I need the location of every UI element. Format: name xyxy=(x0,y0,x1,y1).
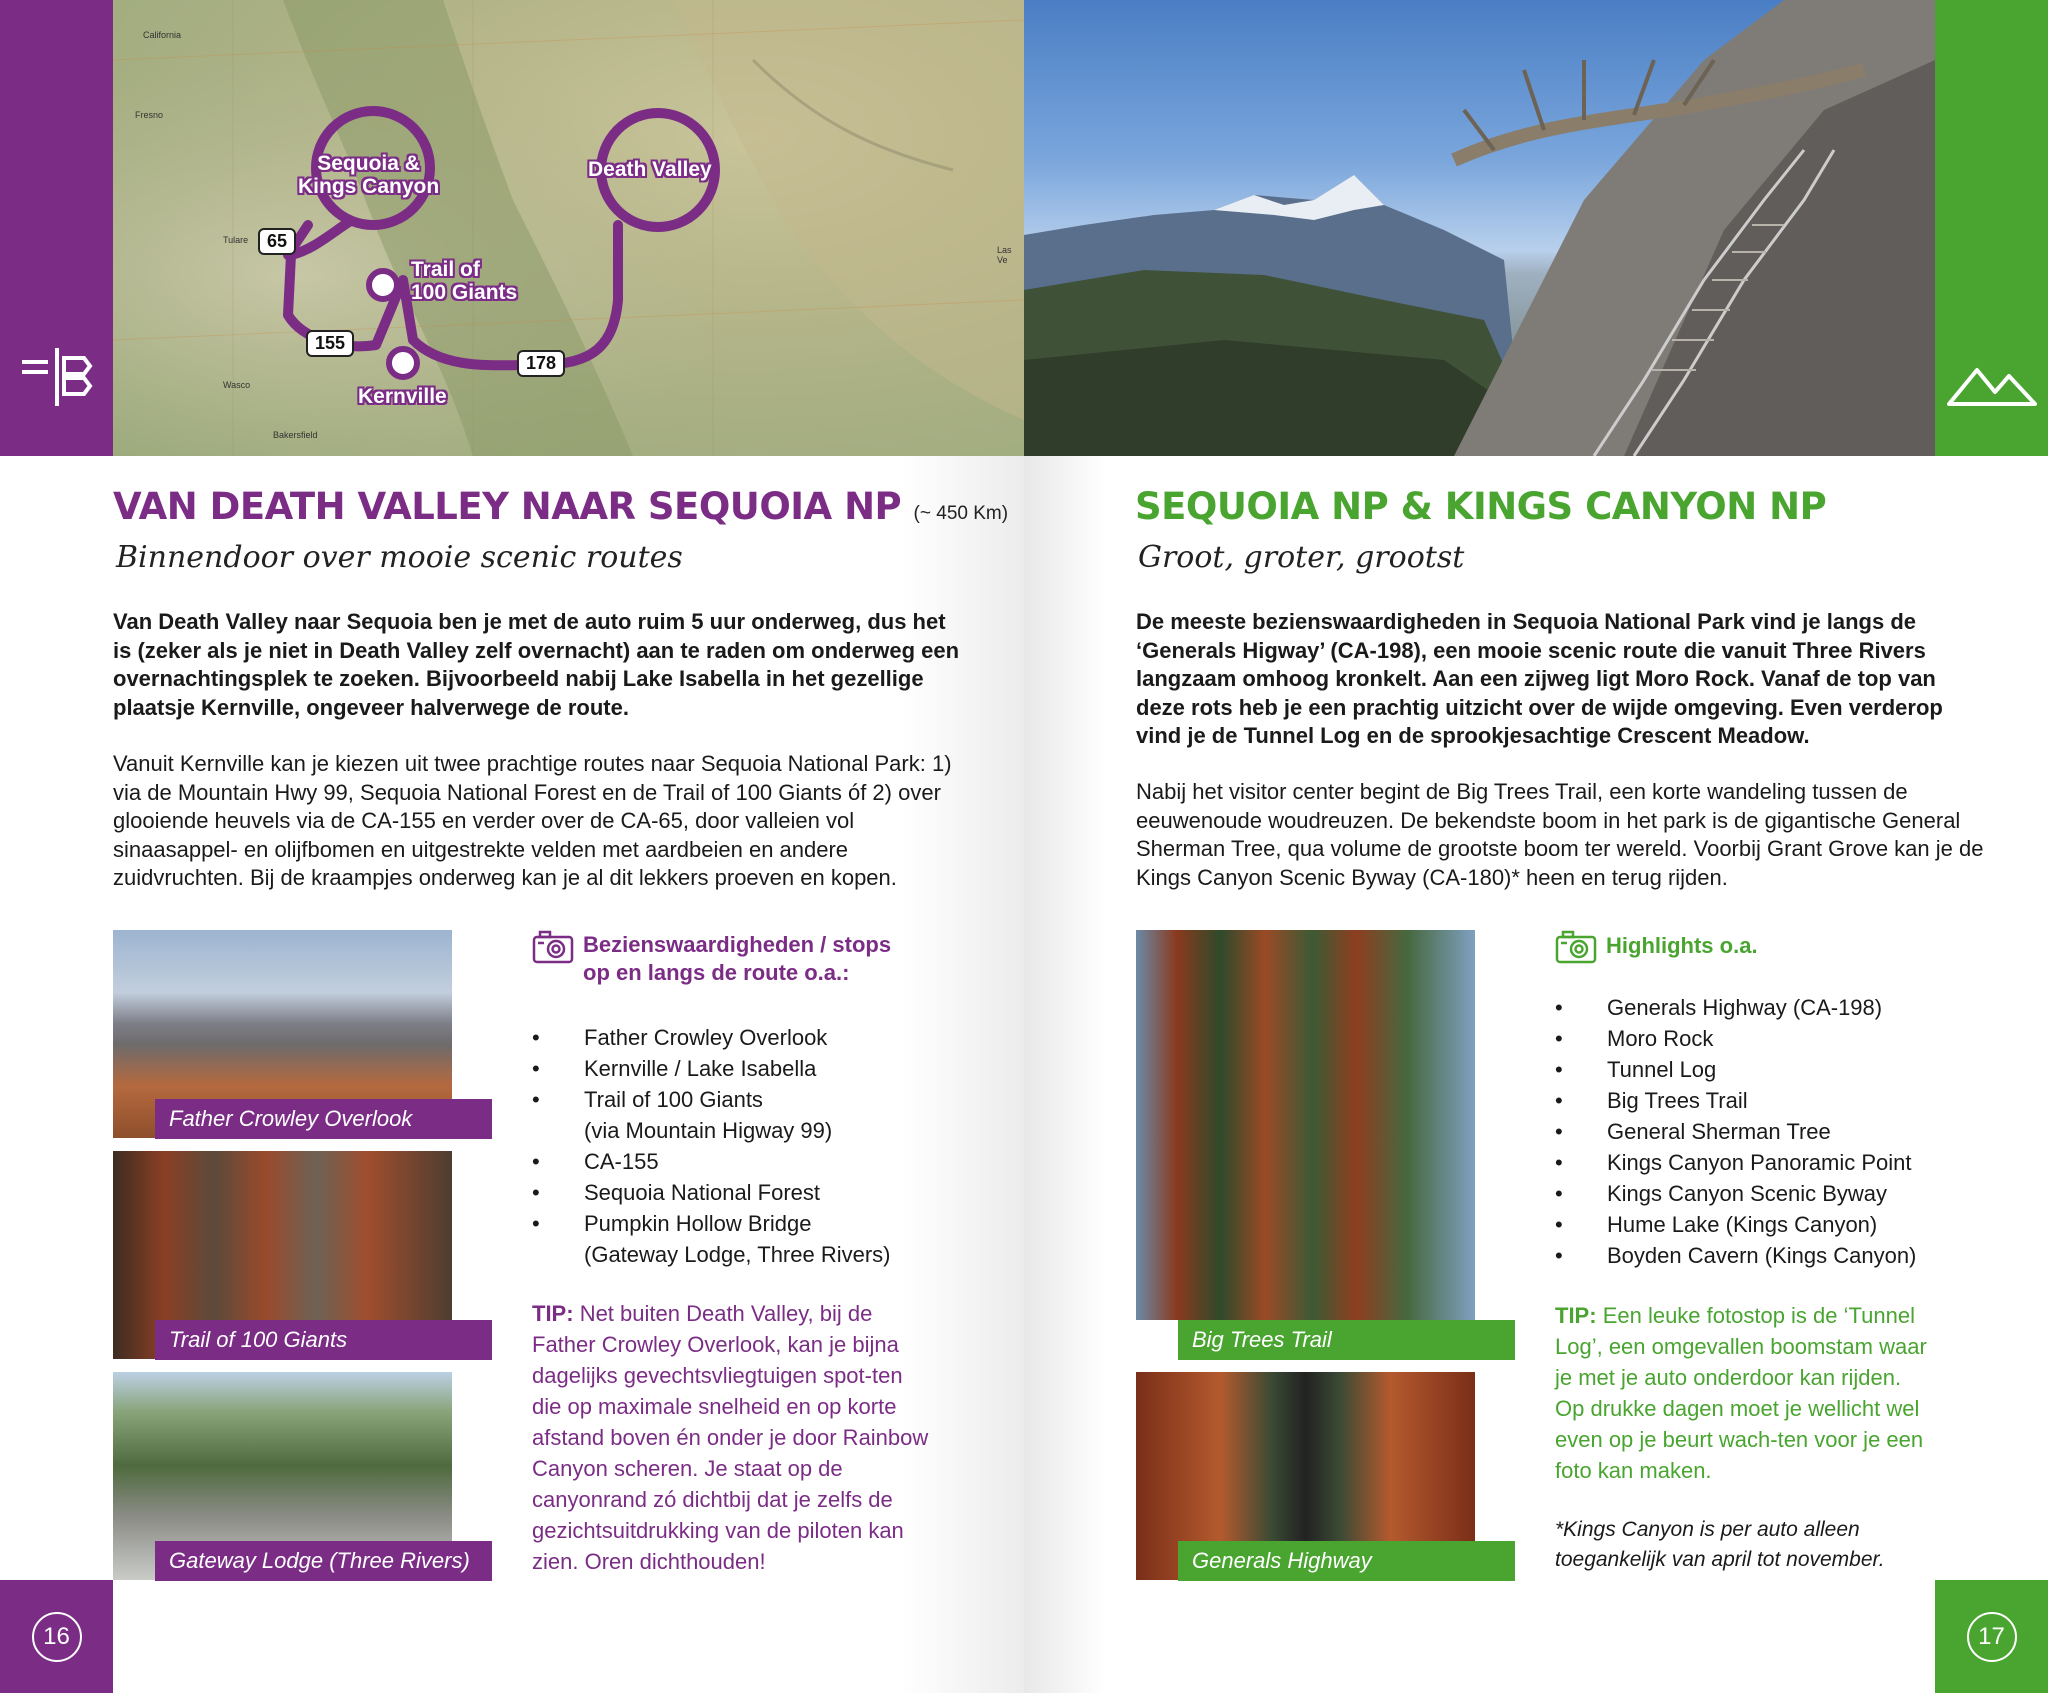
road-shield-155: 155 xyxy=(306,330,354,357)
right-tip-text: Een leuke fotostop is de ‘Tunnel Log’, een omgevallen boomstam waar je met je auto onderdoor kan rijden. Op drukke dagen moet je wellicht wel even op je beurt wach-ten voor je een foto kan maken. xyxy=(1555,1303,1927,1483)
map-label-death-valley: Death Valley xyxy=(588,158,712,181)
right-highlight-item: • General Sherman Tree xyxy=(1555,1116,1975,1147)
right-highlight-item: • Kings Canyon Panoramic Point xyxy=(1555,1147,1975,1178)
right-highlight-item: • Hume Lake (Kings Canyon) xyxy=(1555,1209,1975,1240)
left-stop-label: Kernville / Lake Isabella xyxy=(584,1056,817,1081)
left-stop-sublabel: (Gateway Lodge, Three Rivers) xyxy=(584,1242,891,1267)
road-shield-65: 65 xyxy=(258,228,296,255)
left-stop-item xyxy=(532,1084,932,1146)
left-stop-label: Trail of 100 Giants xyxy=(584,1087,763,1112)
map-town-las-vegas: Las Ve xyxy=(997,245,1012,265)
map-town-wasco: Wasco xyxy=(223,380,251,390)
left-tip-label: TIP: xyxy=(532,1301,574,1326)
left-stop-item xyxy=(532,1146,932,1177)
caption-gateway-lodge: Gateway Lodge (Three Rivers) xyxy=(155,1541,492,1581)
left-body-paragraph: Vanuit Kernville kan je kiezen uit twee prachtige routes naar Sequoia National Park: 1) via de Mountain Hwy 99, Sequoia National Forest en de Trail of 100 Giants óf 2) over glooiende heuvels via de CA-155 en verder over de CA-65, door valleien vol sinaasappel- en olijfbomen en uitgestrekte velden met aardbeien en andere zuidvruchten. Bij de kraampjes onderweg kan je al dit lekkers proeven en kopen. xyxy=(113,751,952,890)
map-town-fresno: Fresno xyxy=(135,110,164,120)
left-stop-label: Father Crowley Overlook xyxy=(584,1025,828,1050)
right-highlights-list xyxy=(1555,992,1975,1271)
left-tip-text: Net buiten Death Valley, bij de Father Crowley Overlook, kan je bijna dagelijks gevechtsvliegtuigen spot-ten die op maximale snelheid en op korte afstand boven én onder je door Rainbow Canyon scheren. Je staat op de canyonrand zó dichtbij dat je zelfs de gezichtsuitdrukking van de piloten kan zien. Oren dichthouden! xyxy=(532,1301,929,1574)
right-highlight-item: • Kings Canyon Scenic Byway xyxy=(1555,1178,1975,1209)
left-stop-item xyxy=(532,1022,932,1053)
left-stop-item xyxy=(532,1177,932,1208)
map-town-california: California xyxy=(143,30,182,40)
road-shield-178: 178 xyxy=(517,350,565,377)
signpost-icon xyxy=(20,344,94,408)
map-town-bakersfield: Bakersfield xyxy=(273,430,318,440)
photo-moro-rock xyxy=(1024,0,1935,456)
right-page-subtitle: Groot, groter, grootst xyxy=(1138,540,1465,575)
left-stop-item xyxy=(532,1053,932,1084)
left-side-bar xyxy=(0,0,113,456)
mountains-icon xyxy=(1947,360,2037,408)
right-tip xyxy=(1555,1300,1935,1486)
left-footer-bar xyxy=(0,1580,113,1693)
caption-trail-100-giants: Trail of 100 Giants xyxy=(155,1320,492,1360)
left-stop-label: Sequoia National Forest xyxy=(584,1180,821,1205)
left-tip xyxy=(532,1298,932,1577)
left-intro-paragraph: Van Death Valley naar Sequoia ben je met de auto ruim 5 uur onderweg, dus het is (zeker als je niet in Death Valley zelf overnacht) aan te raden om onderweg een overnachtingsplek te zoeken. Bijvoorbeeld nabij Lake Isabella in het gezellige plaatsje Kernville, ongeveer halverwege de route. xyxy=(113,609,960,720)
left-stop-sublabel: (via Mountain Higway 99) xyxy=(584,1118,833,1143)
camera-icon xyxy=(1555,930,1597,964)
right-highlight-item: • Moro Rock xyxy=(1555,1023,1975,1054)
left-stop-item xyxy=(532,1208,932,1270)
right-highlight-item: • Tunnel Log xyxy=(1555,1054,1975,1085)
right-side-bar xyxy=(1935,0,2048,456)
right-highlight-item: • Big Trees Trail xyxy=(1555,1085,1975,1116)
left-title-note: (~ 450 Km) xyxy=(913,503,1009,524)
left-stops-list xyxy=(532,1022,932,1270)
caption-father-crowley: Father Crowley Overlook xyxy=(155,1099,492,1139)
route-map xyxy=(113,0,1024,456)
photo-big-trees xyxy=(1136,930,1475,1320)
page-number-17: 17 xyxy=(1967,1612,2017,1662)
left-stop-label: Pumpkin Hollow Bridge xyxy=(584,1211,812,1236)
map-label-kernville: Kernville xyxy=(358,385,447,408)
right-tip-label: TIP: xyxy=(1555,1303,1597,1328)
map-town-tulare: Tulare xyxy=(223,235,249,245)
right-highlights-heading: Highlights o.a. xyxy=(1606,933,1758,958)
map-label-trail: Trail of 100 Giants xyxy=(411,258,518,304)
left-title-text: VAN DEATH VALLEY NAAR SEQUOIA NP xyxy=(113,485,902,528)
camera-icon xyxy=(532,930,574,964)
right-page-title: SEQUOIA NP & KINGS CANYON NP xyxy=(1135,485,1827,528)
right-page xyxy=(1024,0,2048,1693)
right-highlight-item: • Boyden Cavern (Kings Canyon) xyxy=(1555,1240,1975,1271)
left-stop-label: CA-155 xyxy=(584,1149,659,1174)
right-footnote: *Kings Canyon is per auto alleen toegankelijk van april tot november. xyxy=(1555,1518,1885,1571)
page-number-16: 16 xyxy=(32,1612,82,1662)
moro-rock-scene xyxy=(1024,0,1935,456)
right-highlight-item: • Generals Highway (CA-198) xyxy=(1555,992,1975,1023)
right-footer-bar xyxy=(1935,1580,2048,1693)
left-page-subtitle: Binnendoor over mooie scenic routes xyxy=(116,540,683,575)
left-stops-heading: Bezienswaardigheden / stops op en langs de route o.a.: xyxy=(583,932,892,985)
left-page-title xyxy=(113,485,1008,528)
caption-generals-highway: Generals Highway xyxy=(1178,1541,1515,1581)
right-body-paragraph: Nabij het visitor center begint de Big Trees Trail, een korte wandeling tussen de eeuwenoude woudreuzen. De bekendste boom in het park is de gigantische General Sherman Tree, qua volume de grootste boom ter wereld. Voorbij Grant Grove kan je de Kings Canyon Scenic Byway (CA-180)* heen en terug rijden. xyxy=(1136,779,1984,890)
map-label-sequoia: Sequoia & Kings Canyon xyxy=(298,152,440,198)
caption-big-trees: Big Trees Trail xyxy=(1178,1320,1515,1360)
right-intro-paragraph: De meeste bezienswaardigheden in Sequoia National Park vind je langs de ‘Generals Higway’ (CA-198), een mooie scenic route die vanuit Three Rivers langzaam omhoog kronkelt. Aan een zijweg ligt Moro Rock. Vanaf de top van deze rots heb je een prachtig uitzicht over de wijde omgeving. Even verderop vind je de Tunnel Log en de sprookjesachtige Crescent Meadow. xyxy=(1136,609,1943,748)
